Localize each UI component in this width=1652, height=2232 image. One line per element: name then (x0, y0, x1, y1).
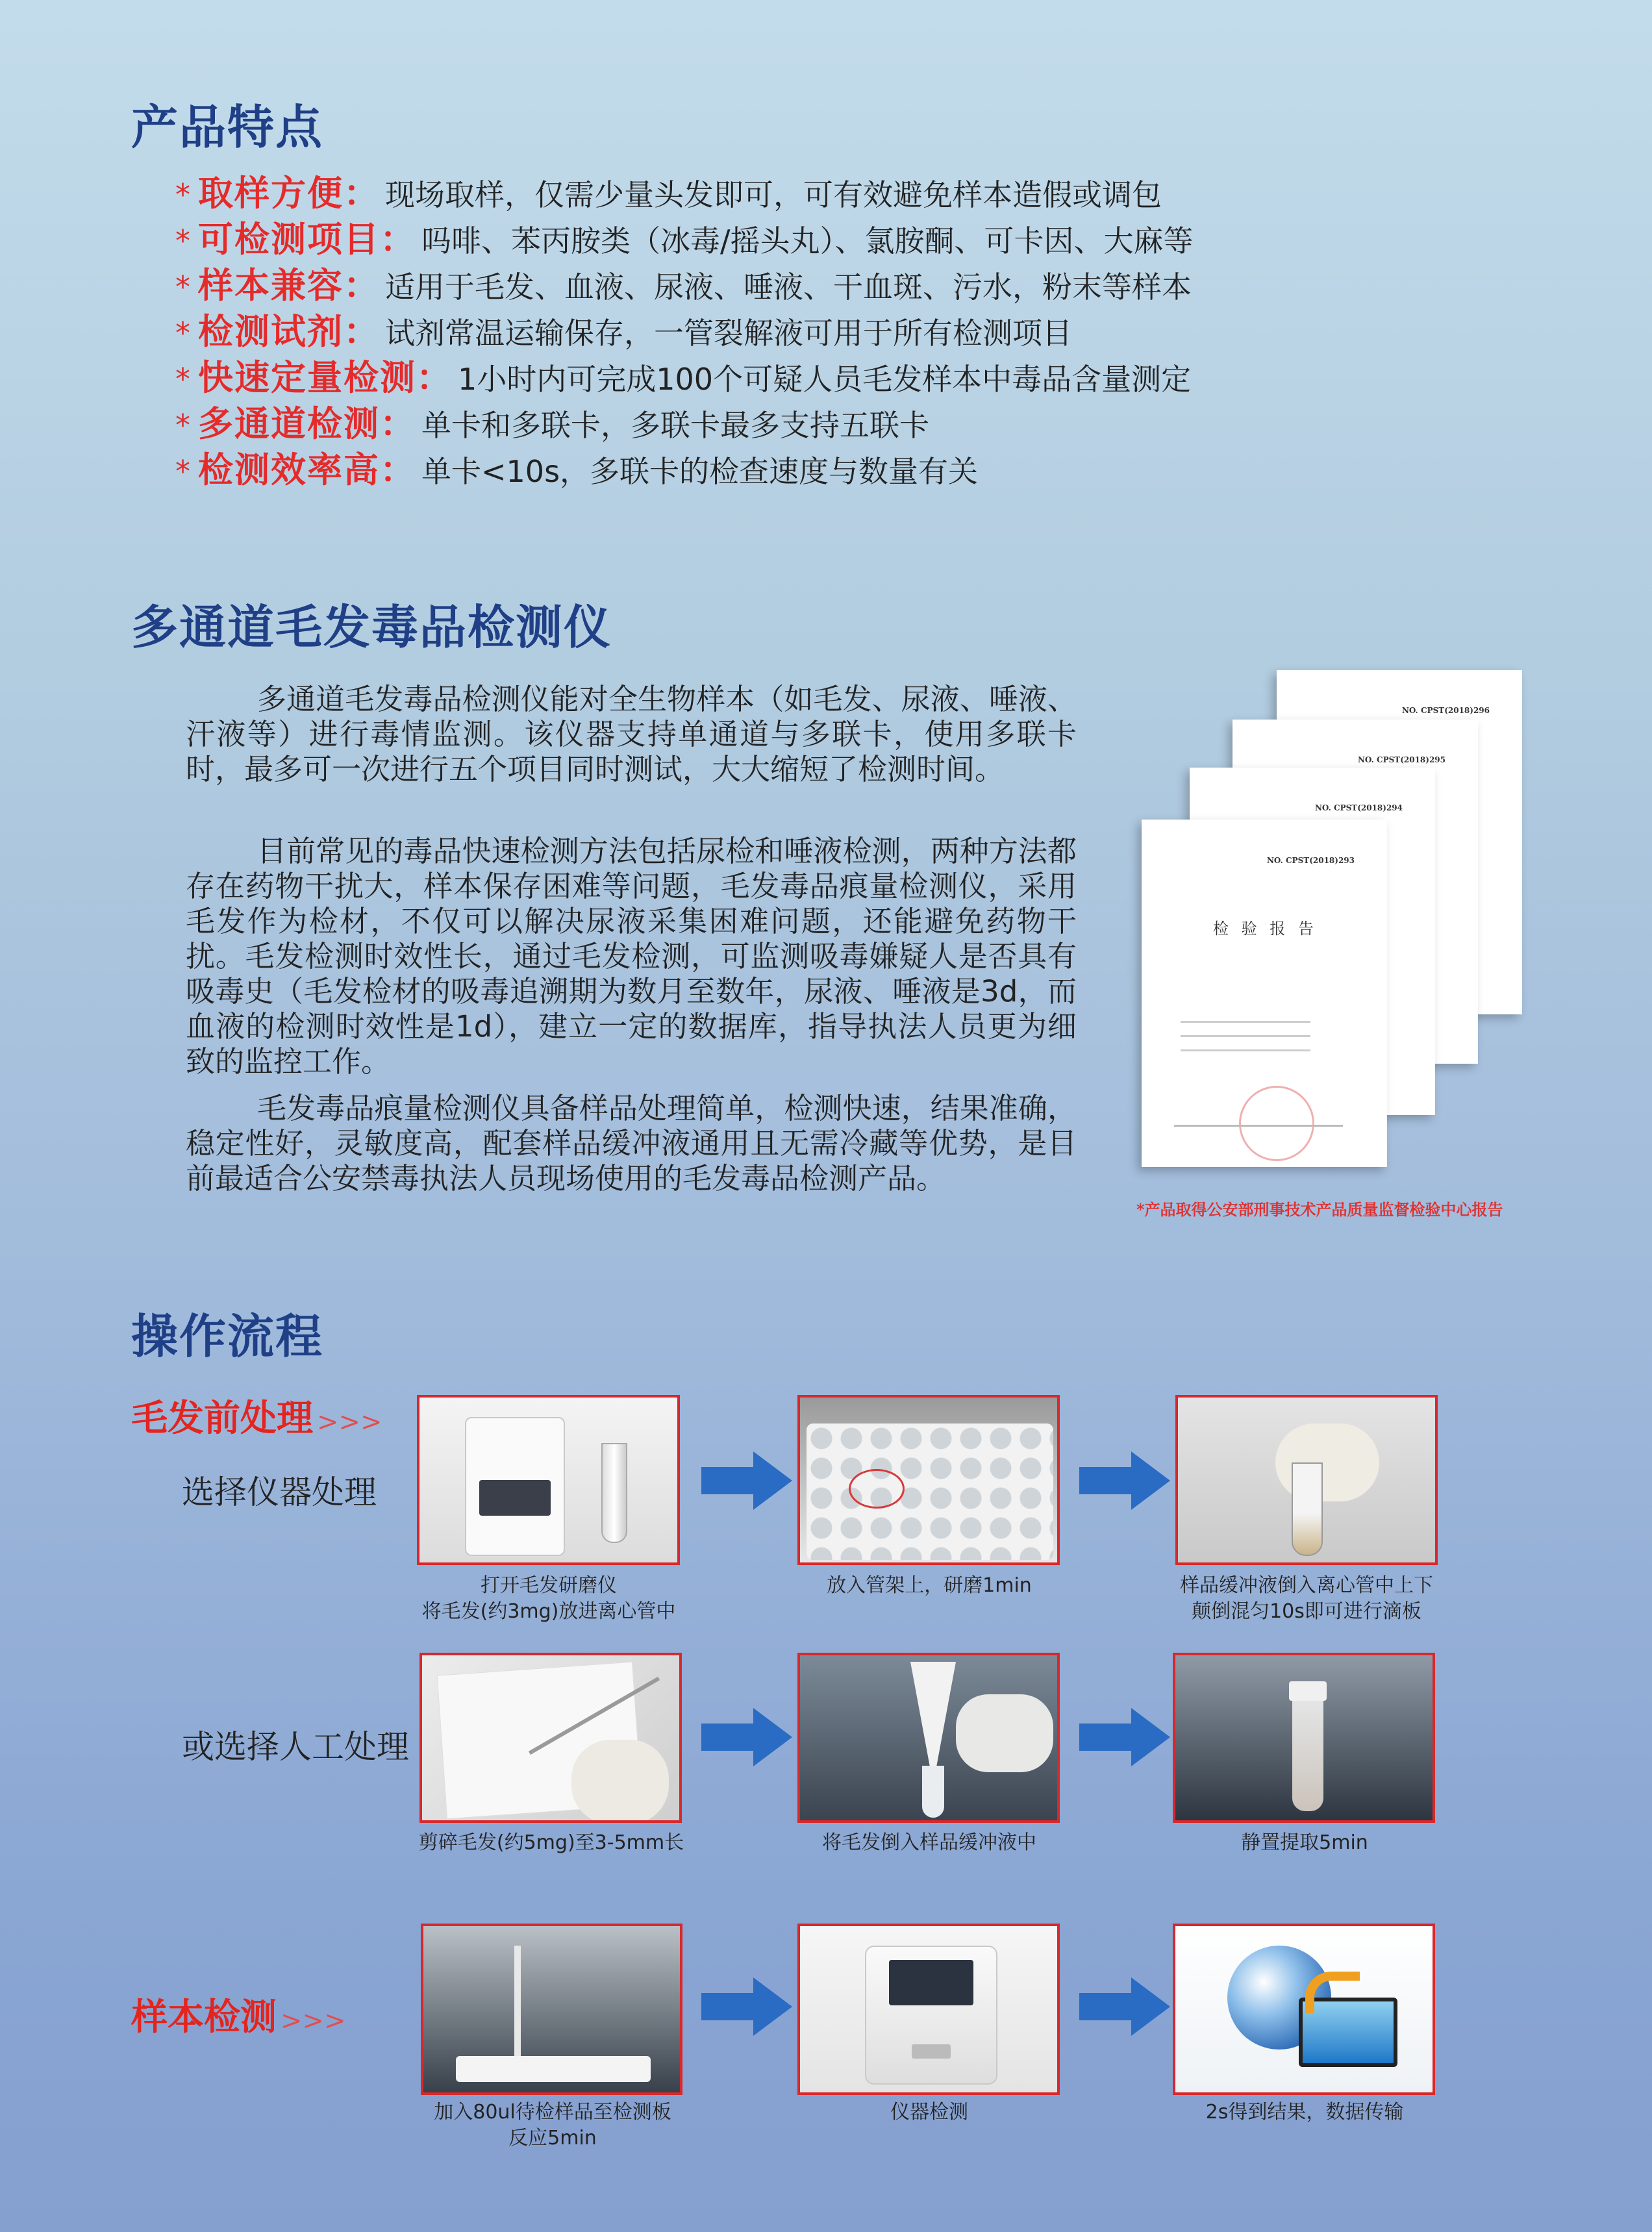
feature-label: 检测试剂： (198, 311, 380, 352)
report-line (1181, 1049, 1310, 1051)
photo-tube-rack (797, 1395, 1060, 1565)
test-plate-icon (456, 2056, 651, 2082)
feature-desc: 1小时内可完成100个可疑人员毛发样本中毒品含量测定 (458, 362, 1192, 397)
photo-grinder (417, 1395, 680, 1565)
flow-arrow-icon (1079, 1451, 1170, 1510)
flow-arrow-icon (701, 1451, 792, 1510)
caption-line: 颠倒混匀10s即可进行滴板 (1192, 1600, 1421, 1623)
section-title-device: 多通道毛发毒品检测仪 (131, 600, 612, 655)
step-caption (1153, 1830, 1456, 1856)
route-manual: 或选择人工处理 (182, 1728, 409, 1766)
feature-label: 快速定量检测： (198, 357, 453, 398)
feature-label: 样本兼容： (198, 265, 380, 306)
star-icon: * (175, 408, 190, 443)
feature-item (175, 262, 1194, 308)
pipette-icon (514, 1946, 521, 2056)
feature-desc: 试剂常温运输保存，一管裂解液可用于所有检测项目 (385, 316, 1072, 351)
feature-item (175, 308, 1194, 355)
step-caption (778, 1573, 1081, 1599)
feature-desc: 现场取样，仅需少量头发即可，可有效避免样本造假或调包 (385, 177, 1162, 212)
section-title-features: 产品特点 (131, 100, 324, 155)
flow-arrow-icon (701, 1977, 792, 2036)
caption-line: 2s得到结果，数据传输 (1205, 2101, 1404, 2124)
centrifuge-tube-icon (922, 1766, 944, 1818)
certificate-caption: *产品取得公安部刑事技术产品质量监督检验中心报告 (1136, 1200, 1503, 1219)
caption-line: 静置提取5min (1241, 1831, 1368, 1854)
feature-item (175, 447, 1194, 493)
flow-arrow-icon (1079, 1977, 1170, 2036)
intro-paragraph-3: 毛发毒品痕量检测仪具备样品处理简单，检测快速，结果准确，稳定性好，灵敏度高，配套样品缓冲液通用且无需冷藏等优势，是目前最适合公安禁毒执法人员现场使用的毛发毒品检测产品。 (186, 1091, 1077, 1196)
step-caption (1149, 1573, 1464, 1625)
certificate-number: NO. CPST(2018)293 (1266, 856, 1355, 865)
certificate-number: NO. CPST(2018)296 (1401, 706, 1490, 715)
star-icon: * (175, 270, 190, 305)
feature-desc: 单卡和多联卡，多联卡最多支持五联卡 (421, 408, 929, 443)
photo-add-sample (421, 1924, 682, 2095)
step-caption (400, 1830, 703, 1856)
star-icon: * (175, 454, 190, 489)
detector-machine-icon (865, 1946, 997, 2085)
caption-line: 将毛发倒入样品缓冲液中 (822, 1831, 1036, 1854)
step-caption (778, 1830, 1081, 1856)
report-title: 检 验 报 告 (1213, 920, 1318, 938)
feature-desc: 适用于毛发、血液、尿液、唾液、干血斑、污水，粉末等样本 (385, 270, 1192, 305)
feature-label: 检测效率高： (198, 449, 416, 490)
gloved-hand-icon (1275, 1423, 1379, 1501)
tube-rack-icon (807, 1423, 1053, 1560)
centrifuge-tube-icon (1292, 1462, 1323, 1556)
gloved-hand-icon (956, 1694, 1053, 1772)
photo-extract (1173, 1653, 1435, 1823)
highlight-circle-icon (849, 1469, 905, 1509)
red-seal-icon (1239, 1086, 1314, 1161)
grinder-machine-icon (465, 1417, 565, 1556)
certificate-page-1 (1142, 820, 1387, 1167)
feature-item (175, 170, 1194, 216)
stage-arrows: >>> (281, 2006, 346, 2036)
feature-label: 取样方便： (198, 173, 380, 214)
feature-desc: 单卡<10s，多联卡的检查速度与数量有关 (421, 454, 979, 489)
feature-item (175, 216, 1194, 262)
caption-line: 反应5min (508, 2127, 597, 2150)
caption-line: 将毛发(约3mg)放进离心管中 (421, 1600, 676, 1623)
star-icon: * (175, 316, 190, 351)
intro-paragraph-2: 目前常见的毒品快速检测方法包括尿检和唾液检测，两种方法都存在药物干扰大，样本保存困难等问题，毛发毒品痕量检测仪，采用毛发作为检材，不仅可以解决尿液采集困难问题，还能避免药物干扰。毛发检测时效性长，通过毛发检测，可监测吸毒嫌疑人是否具有吸毒史（毛发检材的吸毒追溯期为数月至数年，尿液、唾液是3d，而血液的检测时效性是1d），建立一定的数据库，指导执法人员更为细致的监控工作。 (186, 834, 1077, 1079)
caption-line: 打开毛发研磨仪 (481, 1574, 617, 1597)
photo-pour-hair (797, 1653, 1060, 1823)
section-title-process: 操作流程 (131, 1309, 324, 1364)
report-line (1181, 1021, 1310, 1023)
certificate-number: NO. CPST(2018)295 (1357, 755, 1446, 764)
feature-label: 多通道检测： (198, 403, 416, 444)
gloved-hand-icon (571, 1740, 669, 1823)
caption-line: 放入管架上，研磨1min (827, 1574, 1032, 1597)
photo-mix-tube (1175, 1395, 1438, 1565)
paper-funnel-icon (910, 1662, 956, 1772)
certificate-number: NO. CPST(2018)294 (1314, 803, 1403, 812)
report-line (1181, 1035, 1310, 1037)
stage-label-text: 样本检测 (131, 1996, 277, 2038)
centrifuge-tube-icon (601, 1443, 627, 1543)
flow-arrow-icon (1079, 1708, 1170, 1766)
centrifuge-tube-icon (1292, 1701, 1323, 1811)
feature-item (175, 355, 1194, 401)
caption-line: 剪碎毛发(约5mg)至3-5mm长 (418, 1831, 684, 1854)
caption-line: 仪器检测 (890, 2101, 968, 2124)
step-caption (397, 1573, 700, 1625)
star-icon: * (175, 362, 190, 397)
transfer-arrow-icon (1305, 1972, 1360, 2013)
tube-cap-icon (1289, 1681, 1327, 1701)
stage-arrows: >>> (317, 1407, 382, 1437)
feature-label: 可检测项目： (198, 219, 416, 260)
caption-line: 加入80ul待检样品至检测板 (434, 2101, 671, 2124)
step-caption (401, 2100, 704, 2151)
step-caption (1153, 2100, 1456, 2125)
photo-instrument (797, 1924, 1060, 2095)
star-icon: * (175, 223, 190, 258)
feature-desc: 吗啡、苯丙胺类（冰毒/摇头丸）、氯胺酮、可卡因、大麻等 (421, 223, 1194, 258)
feature-item (175, 401, 1194, 447)
route-instrument: 选择仪器处理 (182, 1473, 377, 1511)
photo-cut-hair (419, 1653, 682, 1823)
stage-label-detection (131, 1988, 346, 2040)
step-caption (778, 2100, 1081, 2125)
feature-list (175, 170, 1194, 493)
photo-data-transfer (1173, 1924, 1435, 2095)
star-icon: * (175, 177, 190, 212)
stage-label-text: 毛发前处理 (131, 1397, 313, 1440)
report-line (1174, 1125, 1343, 1127)
stage-label-pretreatment (131, 1390, 382, 1442)
flow-arrow-icon (701, 1708, 792, 1766)
caption-line: 样品缓冲液倒入离心管中上下 (1180, 1574, 1433, 1597)
intro-paragraph-1: 多通道毛发毒品检测仪能对全生物样本（如毛发、尿液、唾液、汗液等）进行毒情监测。该仪器支持单通道与多联卡，使用多联卡时，最多可一次进行五个项目同时测试，大大缩短了检测时间。 (186, 682, 1077, 786)
